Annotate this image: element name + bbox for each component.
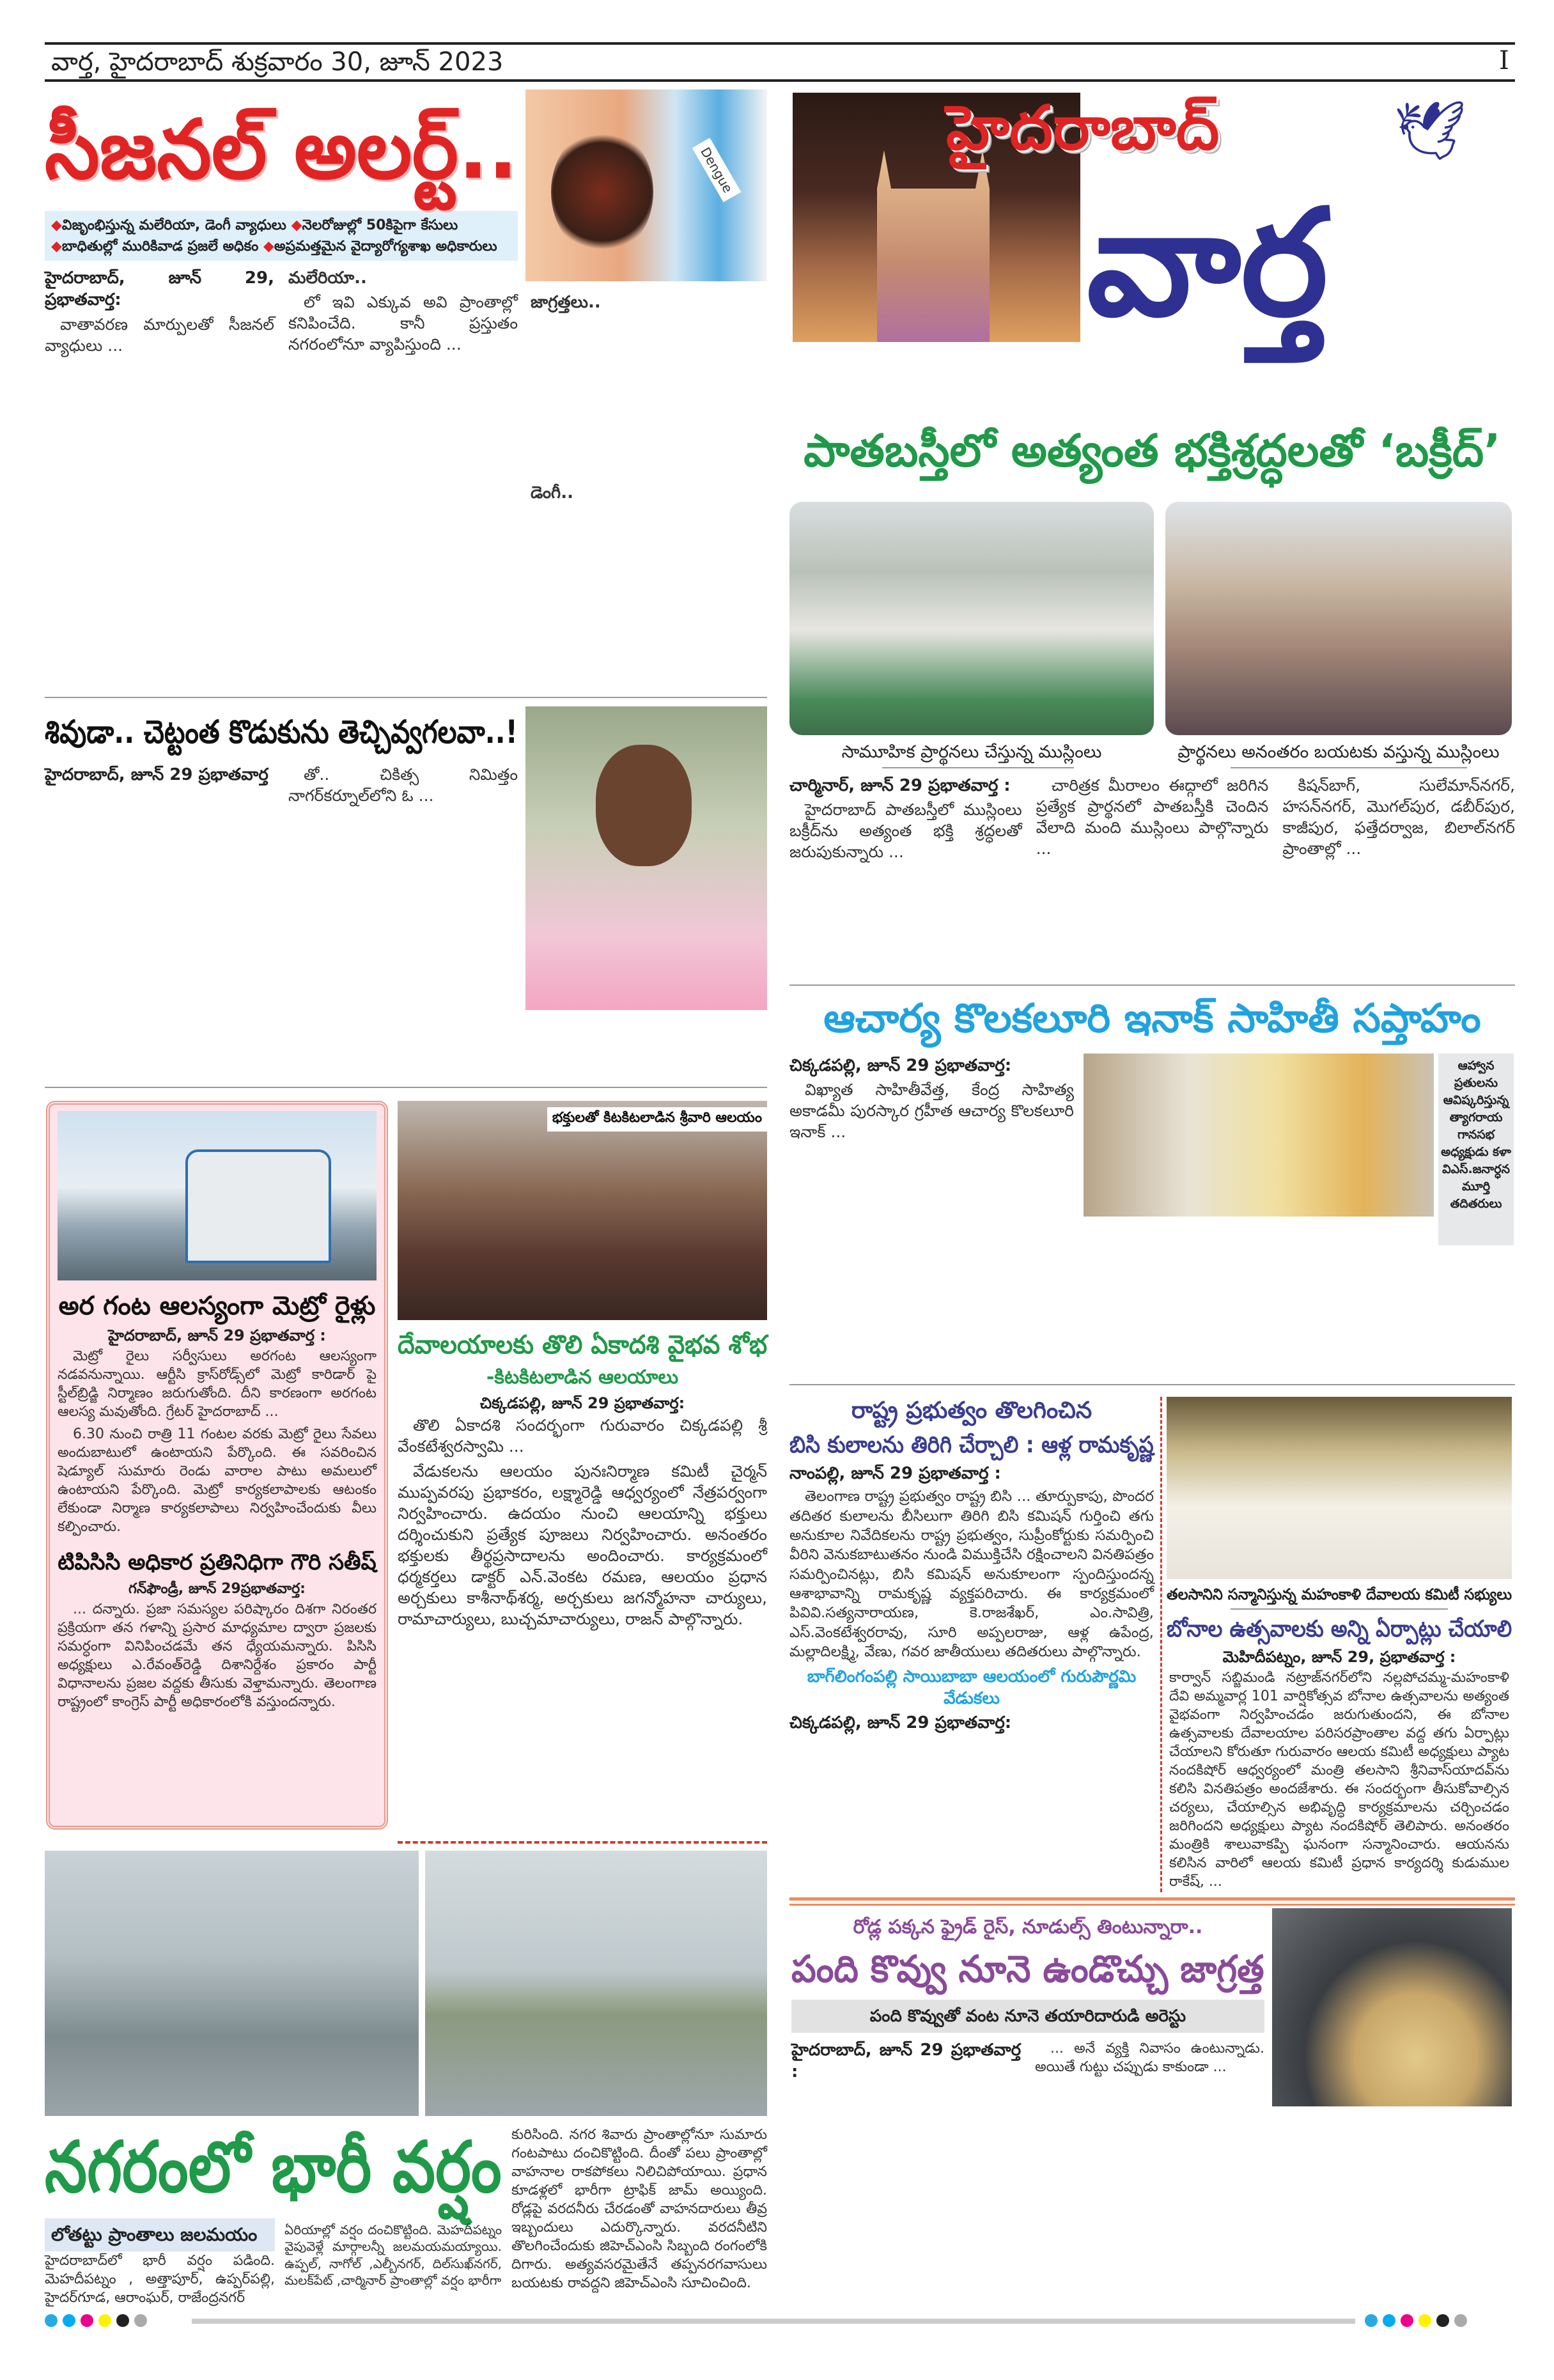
bonalu-headline: బోనాల ఉత్సవాలకు అన్ని ఏర్పాట్లు చేయాలి	[1167, 1616, 1512, 1642]
paragraph: తొలి ఏకాదశి సందర్భంగా గురువారం చిక్కడపల్లి శ్రీ వేంకటేశ్వరస్వామి ...	[398, 1416, 767, 1456]
temple-photo-caption: భక్తులతో కిటకిటలాడిన శ్రీవారి ఆలయం	[547, 1107, 767, 1132]
paragraph: వేడుకలను ఆలయం పునఃనిర్మాణ కమిటీ చైర్మన్ ముప్పవరపు ప్రభాకరం, లక్ష్మారెడ్డి ఆధ్వర్యంలో నేత్రపర్వంగా నిర్వహించారు. ఉదయం నుంచి ఆలయాన్ని భక్తులు దర్శించుకుని ప్రత్యేక పూజలు నిర్వహించారు. అనంతరం భక్తులకు తీర్థప్రసాదాలను అందించారు. కార్యక్రమంలో ధర్మకర్తలు డాక్టర్ ఎన్.వెంకట రమణ, ఆలయం ప్రధాన అర్చకులు కాశీనాథ్‌శర్మ, అర్చకులు జగన్మోహనా చార్యులు, రామాచార్యులు, బుచ్చమాచార్యులు, రాజన్ పాల్గొన్నారు.	[398, 1462, 767, 1628]
seasonal-article-body	[45, 267, 518, 359]
bc-article	[789, 1394, 1154, 1891]
oil-article	[791, 1913, 1264, 2299]
temple-article	[398, 1326, 767, 1832]
face-image	[596, 745, 692, 866]
dotted-vertical-divider	[1160, 1397, 1162, 1892]
registration-dot	[1436, 2314, 1449, 2327]
registration-dot	[1365, 2314, 1378, 2327]
acharya-article	[789, 1055, 1074, 1374]
dateline: చిక్కడపల్లి, జూన్ 29 ప్రభాతవార్త:	[789, 1713, 1012, 1733]
temple-article-body	[398, 1415, 767, 1633]
paragraph: లో ఇవి ఎక్కువ అవి ప్రాంతాల్లో కనిపించేది. కానీ ప్రస్తుతం నగరంలోనూ వ్యాపిస్తుంది ...	[288, 293, 518, 354]
caption-underline	[1231, 1608, 1448, 1610]
paragraph: తెలంగాణ రాష్ట్ర ప్రభుత్వం రాష్ట్ర బిసి ... తూర్పుకాపు, పొందర తదితర కులాలను బీసిలుగా తిరిగి బిసి కమిషన్ గుర్తించి తగు అనుకూల నివేదికలను రాష్ట్ర ప్రభుత్వం, సుప్రీంకోర్టుకు సమర్పించి వీరిని వెనుకబాటుతనం నుండి విముక్తిచేసి రక్షించాలని వినతిపత్రం సమర్పించినట్లు, బిసి కమిషన్ అనుకూలంగా స్పందిస్తుందన్న ఆశాభావాన్ని రామకృష్ణ వ్యక్తపరిచారు. ఈ కార్యక్రమంలో పివివి.సత్యనారాయణ, కె.రాజశేఖర్, ఎం.సావిత్రి, ఎస్.వెంకటేశ్వరరావు, సూరి అప్పలరాజు, ఆళ్ల ఉపేంద్ర, మల్లాదిలక్ష్మి, వేణు, గవర జాతీయులు తదితరులు పాల్గొన్నారు.	[789, 1488, 1154, 1661]
dateline: చిక్కడపల్లి, జూన్ 29 ప్రభాతవార్త:	[479, 1394, 685, 1412]
acharya-photo-caption: ఆహ్వాన ప్రతులను ఆవిష్కరిస్తున్న త్యాగరాయ గానసభ అధ్యక్షుడు కళా విఎస్.జనార్ధన మూర్తి తదితరులు	[1438, 1054, 1514, 1245]
dateline: గన్‌ఫౌండ్రీ, జూన్ 29ప్రభాతవార్త:	[128, 1581, 306, 1598]
issue-date: శుక్రవారం 30, జూన్ 2023	[231, 47, 504, 77]
caption-underline	[882, 767, 1074, 768]
divider	[789, 984, 1515, 986]
masthead-title: వార్త	[1087, 178, 1328, 349]
rain-street-photo-2	[425, 1851, 767, 2116]
oil-kicker: రోడ్ల పక్కన ఫ్రైడ్ రైస్, నూడుల్స్ తింటున్నారా..	[853, 1916, 1203, 1938]
rain-body-col2: ఏరియాల్లో వర్షం దంచికొట్టింది. మెహదీపట్నం వైపువెళ్లే మార్గాలన్నీ జలమయమయ్యాయి. ఉప్పల్, నాగోల్ ,ఎల్బీనగర్, దిల్‌సుఖ్‌నగర్, మలక్‌పేట్ ,చార్మినార్ ప్రాంతాల్లో వర్షం భారీగా	[284, 2222, 502, 2289]
registration-dot	[1401, 2314, 1413, 2327]
registration-dot	[45, 2314, 58, 2327]
double-rule	[789, 1904, 1515, 1906]
paragraph: విఖ్యాత సాహితీవేత్త, కేంద్ర సాహిత్య అకాడమీ పురస్కార గ్రహీత ఆచార్య కొలకలూరి ఇనాక్ ...	[789, 1080, 1074, 1142]
registration-dot	[81, 2314, 93, 2327]
footer-bar	[192, 2319, 1355, 2324]
rain-body-col3: కురిసింది. నగర శివారు ప్రాంతాల్లోనూ సుమారు గంటపాటు దంచికొట్టింది. దీంతో పలు ప్రాంతాల్లో వాహనాల రాకపోకలు నిలిచిపోయాయి. ప్రధాన కూడళ్లలో భారీగా ట్రాఫిక్ జామ్ అయ్యింది. రోడ్లపై వరదనీరు చేరడంతో వాహనదారులు తీవ్ర ఇబ్బందులు ఎదుర్కొన్నారు. వరదనీటిని తొలగించేందుకు జిహెచ్‌ఎంసి సిబ్బంది రంగంలోకి దిగారు. అత్యవసరమైతేనే తప్పనరగవాసులు బయటకు రావద్దని జిహెచ్‌ఎంసి సూచించింది.	[511, 2127, 767, 2292]
oil-article-body	[791, 2039, 1264, 2083]
oil-headline: పంది కొవ్వు నూనె ఉండొచ్చు జాగ్రత్త	[791, 1947, 1264, 1991]
registration-dot	[134, 2314, 147, 2327]
dengue-tube-label: Dengue	[692, 138, 742, 203]
bakrid-headline: పాతబస్తీలో అత్యంత భక్తిశ్రద్ధలతో ‘బక్రీద్’	[804, 424, 1501, 477]
tpcc-article-body	[58, 1600, 377, 1715]
minister-felicitation-photo	[1167, 1397, 1512, 1579]
bullet-diamond-icon: ◆	[51, 217, 62, 233]
paragraph: కిషన్‌బాగ్, సులేమాన్‌నగర్, హసన్‌నగర్, మొగల్‌పుర, డబీర్‌పుర, కాజీపుర, ఫత్తేదర్వాజ, బిలాల్‌నగర్ ప్రాంతాల్లో ...	[1282, 776, 1515, 858]
acharya-headline: ఆచార్య కొలకలూరి ఇనాక్ సాహితీ సప్తాహం	[823, 995, 1481, 1041]
bullet-diamond-icon: ◆	[263, 238, 274, 254]
rain-col3	[511, 2126, 767, 2308]
rain-street-photo-1	[45, 1851, 419, 2116]
dove-logo-icon: 🕊	[1394, 97, 1467, 164]
rain-subhead: లోతట్టు ప్రాంతాలు జలమయం	[45, 2218, 275, 2252]
paragraph: చారిత్రక మీరాలం ఈద్గాలో జరిగిన ప్రత్యేక ప్రార్థనలో పాతబస్తీకి చెందిన వేలాది మంది ముస్లింలు పాల్గొన్నారు ...	[1036, 776, 1269, 858]
paragraph: 6.30 నుంచి రాత్రి 11 గంటల వరకు మెట్రో రైలు సేవలు అందుబాటులో ఉంటాయని పేర్కొంది. ఈ సవరించిన షెడ్యూల్ సుమారు రెండు వారాల పాటు అమలులో ఉంటాయని పేర్కొంది. మెట్రో కార్యకలాపాలకు ఆటంకం లేకుండా నిర్మాణ కార్యకలాపాలు నిర్వహించేందుకు వీలు కల్పించారు.	[58, 1426, 377, 1536]
metro-box	[46, 1101, 388, 1830]
dateline: హైదరాబాద్, జూన్ 29 ప్రభాతవార్త :	[108, 1326, 326, 1344]
acharya-article-body	[789, 1055, 1074, 1146]
man-portrait-photo	[525, 706, 767, 1010]
charminar-image	[863, 150, 1004, 342]
mosquito-dengue-photo	[525, 89, 767, 281]
paragraph: వాతావరణ మార్పులతో సీజనల్ వ్యాధులు ...	[45, 315, 274, 355]
rain-body-col1: హైదరాబాద్‌లో భారీ వర్షం పడింది. మెహదీపట్నం , అత్తాపూర్, ఉప్పర్‌పల్లి, హైదర్‌గూడ, ఆరాంఘర్, రాజేంద్రనగర్	[45, 2253, 275, 2306]
rain-col1	[45, 2218, 275, 2308]
header-bottom-rule	[45, 79, 1515, 82]
shiva-article	[45, 706, 518, 1080]
paragraph: మెట్రో రైలు సర్వీసులు అరగంట ఆలస్యంగా నడవనున్నాయి. ఆర్టీసి క్రాస్‌రోడ్స్‌లో మెట్రో కారిడార్ పై స్టీల్‌బ్రిడ్జి నిర్మాణం జరుగుతోంది. దీని కారణంగా అరగంట ఆలస్య మవుతోంది. గ్రేటర్ హైదరాబాద్ ...	[58, 1348, 377, 1420]
dateline: హైదరాబాద్, జూన్ 29, ప్రభాతవార్త:	[45, 268, 274, 310]
dateline: హైదరాబాద్, జూన్ 29 ప్రభాతవార్త	[45, 765, 268, 784]
registration-dot	[1454, 2314, 1467, 2327]
seasonal-bullets-box	[45, 211, 518, 261]
bc-headline-line2: బిసి కులాలను తిరిగి చేర్చాలి : ఆళ్ల రామకృష్ణ	[789, 1432, 1154, 1458]
bullet-item: బాధితుల్లో మురికివాడ ప్రజలే అధికం	[61, 238, 259, 254]
bullet-diamond-icon: ◆	[51, 238, 62, 254]
seasonal-article-body-col3	[531, 288, 767, 684]
bullet-diamond-icon: ◆	[291, 217, 302, 233]
color-registration-marks-right	[1365, 2314, 1467, 2327]
subheading: జాగ్రత్తలు..	[531, 293, 601, 312]
mosquito-image	[551, 128, 653, 256]
dateline: మెహిదీపట్నం, జూన్ 29, ప్రభాతవార్త :	[1222, 1648, 1456, 1666]
bc-headline-line1: రాష్ట్ర ప్రభుత్వం తొలగించిన	[851, 1397, 1092, 1424]
metro-train-photo	[58, 1111, 377, 1280]
header-top-rule	[45, 42, 1515, 45]
bonalu-photo-caption: తలసానిని సన్మానిస్తున్న మహంకాళి దేవాలయ కమిటీ సభ్యులు	[1167, 1585, 1512, 1603]
bakrid-photo-caption-1: సామూహిక ప్రార్థనలు చేస్తున్న ముస్లింలు	[841, 742, 1102, 762]
dotted-divider	[398, 1841, 767, 1844]
bullet-item: నెలరోజుల్లో 50కిపైగా కేసులు	[302, 217, 458, 233]
rain-col2	[284, 2221, 502, 2308]
seasonal-alert-headline: సీజనల్ అలర్ట్..	[45, 102, 518, 198]
dateline: చిక్కడపల్లి, జూన్ 29 ప్రభాతవార్త:	[789, 1056, 1012, 1075]
temple-headline: దేవాలయాలకు తొలి ఏకాదశి వైభవ శోభ	[398, 1330, 768, 1360]
dateline: చార్మినార్, జూన్ 29 ప్రభాతవార్త :	[789, 776, 1011, 795]
paper-city: వార్త, హైదరాబాద్	[51, 47, 224, 77]
metro-headline: అర గంట ఆలస్యంగా మెట్రో రైళ్లు	[58, 1291, 376, 1321]
oil-subhead: పంది కొవ్వుతో వంట నూనె తయారిదారుడి అరెస్టు	[791, 2000, 1264, 2033]
page-header	[51, 47, 503, 83]
paragraph: హైదరాబాద్ పాతబస్తీలో ముస్లింలు బక్రీద్‌ను అత్యంత భక్తి శ్రద్ధలతో జరుపుకున్నారు ...	[789, 800, 1022, 862]
rain-headline-area	[45, 2121, 502, 2214]
page-number: I	[1499, 46, 1509, 75]
shiva-headline: శివుడా.. చెట్టంత కొడుకును తెచ్చివ్వగలవా..!	[45, 713, 518, 751]
bonalu-article	[1167, 1583, 1512, 1892]
masthead-city: హైదరాబాద్	[946, 92, 1220, 164]
dateline: నాంపల్లి, జూన్ 29 ప్రభాతవార్త :	[789, 1464, 1001, 1483]
book-release-photo	[1084, 1054, 1434, 1217]
bullet-item: విజృంభిస్తున్న మలేరియా, డెంగీ వ్యాధులు	[61, 217, 286, 233]
bakrid-article	[789, 775, 1515, 979]
divider	[45, 697, 767, 698]
bakrid-crowd-photo	[1165, 502, 1512, 735]
bakrid-photo-caption-2: ప్రార్థనలు అనంతరం బయటకు వస్తున్న ముస్లింలు	[1177, 742, 1500, 762]
temple-crowd-photo	[398, 1101, 767, 1320]
bonalu-article-body: కార్వాన్ సబ్జిమండి నట్రాజ్‌నగర్‌లోని నల్లపోచమ్మ-మహంకాళి దేవి అమ్మవార్ల 101 వార్షికోత్సవ బోనాల ఉత్సవాలను అత్యంత వైభవంగా నిర్వహించడం జరుగుతుందని, ఈ బోనాల ఉత్సవాలకు దేవాలయాల పరిసరప్రాంతాల వద్ద తగు ఏర్పాట్లు చేయాలని కోరుతూ గురువారం ఆలయ కమిటీ అధ్యక్షులు ప్యాట నందకిషోర్ ఆధ్వర్యంలో మంత్రి తలసాని శ్రీనివాస్‌యాదవ్‌ను కలిసి వినతిపత్రం అందజేశారు. ఈ సందర్భంగా తీసుకోవాల్సిన చర్యలు, చేయాల్సిన అభివృద్ధి కార్యక్రమాలను చర్చించడం జరిగిందని అధ్యక్షులు ప్యాట నందకిషోర్ తెలిపారు. అనంతరం మంత్రికి శాలువాకప్పి ఘనంగా సన్మానించారు. ఆయనను కలిసిన వారిలో ఆలయ కమిటీ ప్రధాన కార్యదర్శి కుడుముల రాకేష్, ...	[1169, 1670, 1509, 1890]
subheading: మలేరియా..	[288, 268, 367, 288]
rain-headline: నగరంలో భారీ వర్షం	[45, 2126, 502, 2208]
registration-dot	[63, 2314, 75, 2327]
paragraph: తో.. చికిత్స నిమిత్తం నాగర్‌కర్నూల్‌లోని ఓ ...	[288, 765, 518, 805]
train-image	[185, 1149, 331, 1263]
registration-dot	[1383, 2314, 1395, 2327]
double-rule	[789, 1897, 1515, 1901]
divider	[789, 1384, 1515, 1385]
paragraph: ... దన్నారు. ప్రజా సమస్యల పరిష్కారం దిశగా నిరంతర ప్రక్రియగా తన గళాన్ని ప్రసార మాధ్యమాల ద్వారా ప్రజలకు సమర్ధంగా వినిపించడమే తన ధ్యేయమన్నారు. పిసిసి అధ్యక్షులు ఎ.రేవంత్‌రెడ్డి దిశానిర్దేశం ప్రకారం పార్టీ విధానాలను ప్రజల వద్దకు తీసుకు వెళ్తామన్నారు. తెలంగాణ రాష్ట్రంలో కాంగ్రెస్ పార్టీ అధికారంలోకి వస్తుందన్నారు.	[58, 1601, 377, 1711]
paragraph: ... అనే వ్యక్తి నివాసం ఉంటున్నాడు. అయితే గుట్టు చప్పుడు కాకుండా ...	[1035, 2041, 1264, 2076]
registration-dot	[116, 2314, 129, 2327]
color-registration-marks-left	[45, 2314, 147, 2327]
dateline: హైదరాబాద్, జూన్ 29 ప్రభాతవార్త :	[791, 2041, 1021, 2082]
subheading: డెంగీ..	[531, 483, 573, 503]
bakrid-prayer-photo	[789, 502, 1154, 735]
bullet-item: అప్రమత్తమైన వైద్యారోగ్యశాఖ అధికారులు	[274, 238, 497, 254]
caption-underline	[1231, 767, 1467, 768]
metro-article-body	[58, 1347, 377, 1540]
shiva-article-body	[45, 764, 518, 806]
temple-subhead: -కిటకిటలాడిన ఆలయాలు	[486, 1366, 679, 1388]
tpcc-headline: టిపిసిసి అధికార ప్రతినిధిగా గౌరి సతీష్	[58, 1550, 377, 1576]
bakrid-article-body	[789, 775, 1515, 864]
bc-article-body	[789, 1463, 1154, 1736]
seasonal-article	[45, 96, 518, 684]
fried-rice-wok-photo	[1272, 1908, 1512, 2106]
saibaba-subheading: బాగ్‌లింగంపల్లి సాయిబాబా ఆలయంలో గురుపౌర్ణమి వేడుకలు	[807, 1667, 1137, 1708]
divider	[45, 1087, 767, 1088]
registration-dot	[1418, 2314, 1431, 2327]
registration-dot	[98, 2314, 111, 2327]
